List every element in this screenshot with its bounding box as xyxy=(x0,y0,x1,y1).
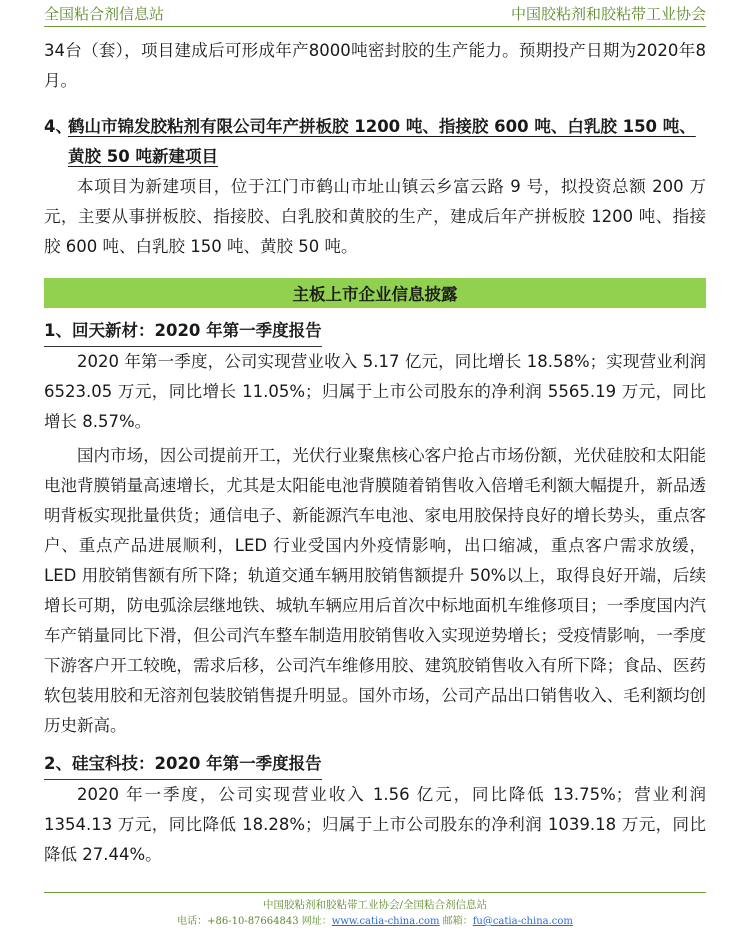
item-4-title: 鹤山市锦发胶粘剂有限公司年产拼板胶 1200 吨、指接胶 600 吨、白乳胶 150 吨、黄胶 50 吨新建项目 xyxy=(68,117,696,166)
intro-paragraph: 34台（套），项目建成后可形成年产8000吨密封胶的生产能力。预期投产日期为2020年8月。 xyxy=(44,41,706,90)
item-4-heading xyxy=(44,112,706,172)
page-footer xyxy=(44,892,706,931)
section-banner-title: 主板上市企业信息披露 xyxy=(292,285,458,304)
section-banner xyxy=(44,278,706,308)
item-4-body: 本项目为新建项目，位于江门市鹤山市址山镇云乡富云路 9 号，拟投资总额 200 万元，主要从事拼板胶、指接胶、白乳胶和黄胶的生产，建成后年产拼板胶 1200 吨、指接胶 600 吨、白乳胶 150 吨、黄胶 50 吨。 xyxy=(44,177,706,256)
section-2-paragraph-1: 2020 年一季度，公司实现营业收入 1.56 亿元，同比降低 13.75%；营业利润 1354.13 万元，同比降低 18.28%；归属于上市公司股东的净利润 1039.18 万元，同比降低 27.44%。 xyxy=(44,785,706,864)
page-header xyxy=(44,2,706,27)
footer-phone-label: 电话： xyxy=(177,916,208,927)
header-left-title: 全国粘合剂信息站 xyxy=(44,5,165,23)
item-4-number: 4、 xyxy=(44,117,72,136)
footer-contact-line xyxy=(44,913,706,931)
header-right-title: 中国胶粘剂和胶粘带工业协会 xyxy=(510,5,706,23)
section-1-paragraph-2: 国内市场，因公司提前开工，光伏行业聚焦核心客户抢占市场份额，光伏硅胶和太阳能电池背膜销量高速增长，尤其是太阳能电池背膜随着销售收入倍增毛利额大幅提升，新品透明背板实现批量供货；通信电子、新能源汽车电池、家电用胶保持良好的增长势头，重点客户、重点产品进展顺利，LED 行业受国内外疫情影响，出口缩减，重点客户需求放缓，LED 用胶销售额有所下降；轨道交通车辆用胶销售额提升 50%以上，取得良好开端，后续增长可期，防电弧涂层继地铁、城轨车辆应用后首次中标地面机车维修项目；一季度国内汽车产销量同比下滑，但公司汽车整车制造用胶销售收入实现逆势增长；受疫情影响，一季度下游客户开工较晚，需求后移，公司汽车维修用胶、建筑胶销售收入有所下降；食品、医药软包装用胶和无溶剂包装胶销售提升明显。国外市场，公司产品出口销售收入、毛利额均创历史新高。 xyxy=(44,446,706,735)
footer-website-link[interactable]: www.catia-china.com xyxy=(331,916,440,927)
document-body xyxy=(44,36,706,870)
footer-email-label: 邮箱： xyxy=(442,916,473,927)
footer-org-line: 中国胶粘剂和胶粘带工业协会/全国粘合剂信息站 xyxy=(262,899,488,911)
section-2-heading: 2、硅宝科技：2020 年第一季度报告 xyxy=(44,749,322,780)
footer-phone: +86-10-87664843 xyxy=(207,916,299,927)
footer-web-label: 网址： xyxy=(301,916,332,927)
section-1-heading: 1、回天新材：2020 年第一季度报告 xyxy=(44,316,322,347)
footer-email-link[interactable]: fu@catia-china.com xyxy=(472,916,573,927)
section-1-paragraph-1: 2020 年第一季度，公司实现营业收入 5.17 亿元，同比增长 18.58%；实现营业利润 6523.05 万元，同比增长 11.05%；归属于上市公司股东的净利润 5565.19 万元，同比增长 8.57%。 xyxy=(44,352,706,431)
